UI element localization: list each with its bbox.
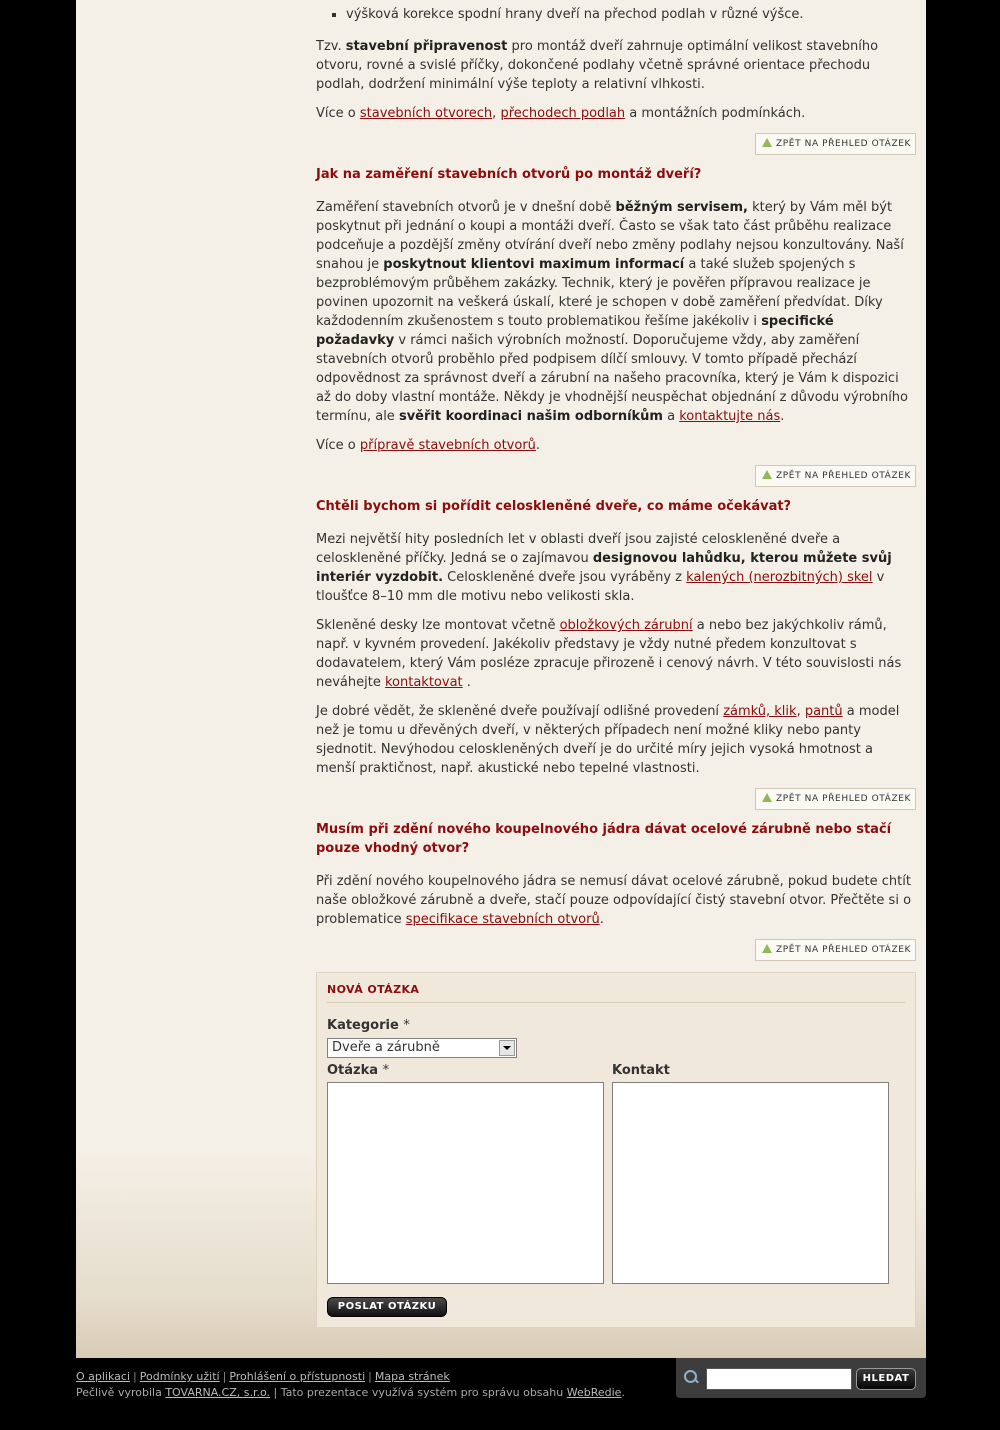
answer-paragraph: Zaměření stavebních otvorů je v dnešní době běžným servisem, který by Vám měl být poskytnut při jednání o koupi a montáži dveří. Často se však tato část průběhu realizace podceňuje a pozdější změny otvírání dveří nebo změny podlahy nejsou konzultovány. Naší snahou je poskytnout klientovi maximum informací a také služeb spojených s bezproblémovým průběhem zakázky. Technik, který je pověřen přípravou realizace je povinen upozornit na veškerá úskalí, které je schopen v době zaměření předvídat. Díky každodenním zkušenostem s touto problematikou řešíme jakékoliv i specifické požadavky v rámci našich výrobních možností. Doporučujeme vždy, aby zaměření stavebních otvorů proběhlo před podpisem dílčí smlouvy. V tomto případě přechází odpovědnost za správnost dveří a zárubní na našeho pracovníka, který je Vám k dispozici až do doby vlastní montáže. Někdy je vhodnější neuspěchat objednání z důvodu výrobního termínu, ale svěřit koordinaci našim odborníkům a kontaktujte nás. xyxy=(316,200,909,424)
page-panel xyxy=(76,0,926,1358)
search-button[interactable]: HLEDAT xyxy=(856,1368,916,1390)
main-content xyxy=(316,0,916,971)
back-row xyxy=(316,133,916,157)
send-question-button[interactable]: POSLAT OTÁZKU xyxy=(327,1297,447,1317)
link-locks-handles[interactable]: zámků, klik xyxy=(723,704,797,719)
link-contact[interactable]: kontaktovat xyxy=(384,675,463,690)
footer-link-webredie[interactable]: WebRedie xyxy=(566,1386,622,1399)
contact-label: Kontakt xyxy=(612,1063,670,1078)
back-to-questions-button[interactable]: ZPĚT NA PŘEHLED OTÁZEK xyxy=(755,465,916,487)
triangle-up-icon xyxy=(762,138,772,147)
answer-paragraph: Je dobré vědět, že skleněné dveře používají odlišné provedení zámků, klik, pantů a model než je tomu u dřevěných dveří, v některých případech není možné kliky nebo panty sjednotit. Nevýhodou celoskleněných dveří je do určité míry jejich vysoká hmotnost a menší praktičnost, např. akustické nebo tepelné vlastnosti. xyxy=(316,704,900,776)
bullet-list xyxy=(316,5,916,24)
search-input[interactable] xyxy=(706,1368,852,1390)
question-textarea[interactable] xyxy=(327,1082,604,1284)
bold-text: stavební připravenost xyxy=(345,39,508,54)
link-opening-specification[interactable]: specifikace stavebních otvorů xyxy=(405,912,600,927)
question-title: Chtěli bychom si pořídit celoskleněné dveře, co máme očekávat? xyxy=(316,499,792,514)
link-floor-transitions[interactable]: přechodech podlah xyxy=(500,106,626,121)
new-question-form xyxy=(316,972,916,1328)
category-label: Kategorie * xyxy=(327,1018,410,1033)
footer xyxy=(76,1369,625,1401)
footer-link-about[interactable]: O aplikaci xyxy=(76,1370,131,1383)
question-title: Jak na zaměření stavebních otvorů po montáž dveří? xyxy=(316,167,702,182)
list-item: ▪ výšková korekce spodní hrany dveří na přechod podlah v různé výšce. xyxy=(346,5,916,24)
footer-link-sitemap[interactable]: Mapa stránek xyxy=(374,1370,450,1383)
search-box xyxy=(676,1358,926,1398)
question-label: Otázka * xyxy=(327,1063,390,1078)
back-row xyxy=(316,939,916,963)
question-title: Musím při zdění nového koupelnového jádra dávat ocelové zárubně nebo stačí pouze vhodný otvor? xyxy=(316,822,892,856)
link-opening-preparation[interactable]: přípravě stavebních otvorů xyxy=(359,438,536,453)
link-hinges[interactable]: pantů xyxy=(804,704,843,719)
footer-link-terms[interactable]: Podmínky užití xyxy=(139,1370,220,1383)
back-to-questions-button[interactable]: ZPĚT NA PŘEHLED OTÁZEK xyxy=(755,788,916,810)
footer-credits: Pečlivě vyrobila TOVARNA.CZ, s.r.o. | Tato prezentace využívá systém pro správu obsahu WebRedie. xyxy=(76,1386,625,1399)
paragraph-readiness: Tzv. stavební připravenost pro montáž dveří zahrnuje optimální velikost stavebního otvoru, rovné a svislé příčky, dokončené podlahy včetně správné orientace přechodu podlah, dodržení minimální výše teploty a relativní vlhkosti. xyxy=(316,39,879,92)
answer-paragraph: Mezi největší hity posledních let v oblasti dveří jsou zajisté celoskleněné dveře a celoskleněné příčky. Jedná se o zajímavou designovou lahůdku, kterou můžete svůj interiér vyzdobit. Celoskleněné dveře jsou vyráběny z kalených (nerozbitných) skel v tloušťce 8–10 mm dle motivu nebo velikosti skla. xyxy=(316,532,892,604)
paragraph-more-info: Více o přípravě stavebních otvorů. xyxy=(316,438,541,453)
link-lining-frames[interactable]: obložkových zárubní xyxy=(559,618,693,633)
chevron-down-icon[interactable] xyxy=(499,1040,515,1056)
answer-paragraph: Skleněné desky lze montovat včetně obložkových zárubní a nebo bez jakýchkoliv rámů, např. v kyvném provedení. Jakékoliv představy je vždy nutné předem konzultovat s dodavatelem, který Vám posléze zpracuje přirozeně i cenový návrh. V této souvislosti nás neváhejte kontaktovat . xyxy=(316,618,902,690)
back-row xyxy=(316,465,916,489)
triangle-up-icon xyxy=(762,470,772,479)
link-tempered-glass[interactable]: kalených (nerozbitných) skel xyxy=(686,570,873,585)
link-building-openings[interactable]: stavebních otvorech xyxy=(359,106,493,121)
link-contact-us[interactable]: kontaktujte nás xyxy=(679,409,781,424)
answer-paragraph: Při zdění nového koupelnového jádra se nemusí dávat ocelové zárubně, pokud budete chtít naše obložkové zárubně a dveře, stačí pouze odpovídající čistý stavební otvor. Přečtěte si o problematice specifikace stavebních otvorů. xyxy=(316,874,912,927)
category-select[interactable]: Dveře a zárubně xyxy=(327,1038,517,1058)
form-title: NOVÁ OTÁZKA xyxy=(327,983,905,1003)
triangle-up-icon xyxy=(762,944,772,953)
footer-link-tovarna[interactable]: TOVARNA.CZ, s.r.o. xyxy=(165,1386,271,1399)
triangle-up-icon xyxy=(762,793,772,802)
back-row xyxy=(316,788,916,812)
back-to-questions-button[interactable]: ZPĚT NA PŘEHLED OTÁZEK xyxy=(755,133,916,155)
magnifier-icon xyxy=(684,1370,697,1383)
footer-nav: O aplikaci | Podmínky užití | Prohlášení o přístupnosti | Mapa stránek xyxy=(76,1370,450,1383)
paragraph-more-info: Více o stavebních otvorech, přechodech podlah a montážních podmínkách. xyxy=(316,106,806,121)
footer-link-accessibility[interactable]: Prohlášení o přístupnosti xyxy=(229,1370,366,1383)
back-to-questions-button[interactable]: ZPĚT NA PŘEHLED OTÁZEK xyxy=(755,939,916,961)
contact-textarea[interactable] xyxy=(612,1082,889,1284)
